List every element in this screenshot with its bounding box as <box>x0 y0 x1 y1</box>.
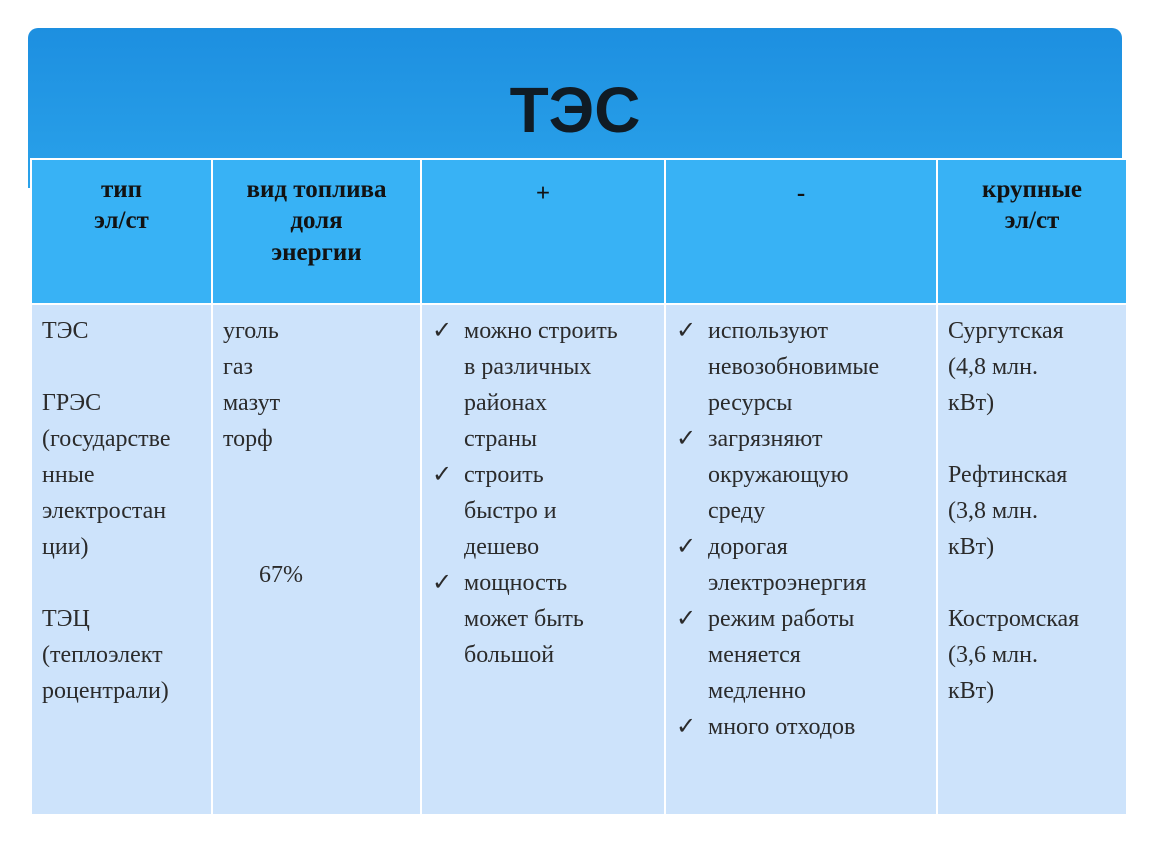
con-line: режим работы <box>708 606 855 632</box>
slide-title: ТЭС <box>509 74 641 146</box>
con-line: дорогая <box>708 534 788 560</box>
header-row <box>31 159 1127 304</box>
pro-line: быстро и <box>464 498 557 524</box>
pro-item <box>432 457 654 565</box>
plant-line: Рефтинская <box>948 462 1068 488</box>
types-cell <box>31 304 212 815</box>
header-line: вид топлива <box>246 176 387 203</box>
con-line: ресурсы <box>708 390 793 416</box>
pro-line: можно строить <box>464 318 618 344</box>
con-item <box>676 421 926 529</box>
con-line: загрязняют <box>708 426 823 452</box>
plant-line: (3,6 млн. <box>948 642 1038 668</box>
spacer <box>948 565 1116 601</box>
pro-line: строить <box>464 462 544 488</box>
con-line: меняется <box>708 642 801 668</box>
plants-cell <box>937 304 1127 815</box>
type-line: ции) <box>42 534 89 560</box>
spacer <box>42 565 201 601</box>
header-line: доля <box>290 207 343 235</box>
pros-cell <box>421 304 665 815</box>
plant-line: кВт) <box>948 534 995 560</box>
type-line: электростан <box>42 498 167 524</box>
header-fuel <box>212 159 421 304</box>
plant-line: Сургутская <box>948 318 1064 344</box>
header-line: эл/ст <box>1004 207 1060 235</box>
type-line: (государстве <box>42 426 171 452</box>
plant-line: кВт) <box>948 678 995 704</box>
pro-item <box>432 565 654 673</box>
check-icon: ✓ <box>432 318 453 344</box>
con-line: много отходов <box>708 714 856 740</box>
check-icon: ✓ <box>676 318 697 344</box>
spacer <box>42 349 201 385</box>
fuel-line: газ <box>223 354 253 380</box>
fuel-line: мазут <box>223 390 281 416</box>
con-line: среду <box>708 498 766 524</box>
header-line: крупные <box>982 176 1082 203</box>
con-item <box>676 529 926 601</box>
type-line: (теплоэлект <box>42 642 163 668</box>
spacer <box>948 421 1116 457</box>
type-line: роцентрали) <box>42 678 169 704</box>
plant-line: кВт) <box>948 390 995 416</box>
pro-line: большой <box>464 642 555 668</box>
con-line: электроэнергия <box>708 570 867 596</box>
type-line: ГРЭС <box>42 390 102 416</box>
spacer <box>223 457 410 557</box>
header-line: тип <box>100 176 143 203</box>
plant-line: Костромская <box>948 606 1080 632</box>
type-line: нные <box>42 462 95 488</box>
con-item <box>676 313 926 421</box>
check-icon: ✓ <box>676 426 697 452</box>
plant-line: (4,8 млн. <box>948 354 1038 380</box>
check-icon: ✓ <box>676 534 697 560</box>
con-line: используют <box>708 318 829 344</box>
fuel-line: торф <box>223 426 273 452</box>
header-plus: + <box>421 159 665 304</box>
header-minus: - <box>665 159 937 304</box>
pro-line: мощность <box>464 570 568 596</box>
header-type <box>31 159 212 304</box>
pro-line: районах <box>464 390 547 416</box>
pro-item <box>432 313 654 457</box>
check-icon: ✓ <box>432 462 453 488</box>
pro-line: может быть <box>464 606 584 632</box>
con-item <box>676 709 926 745</box>
content-row <box>31 304 1127 815</box>
header-line: эл/ст <box>94 207 149 235</box>
pro-line: в различных <box>464 354 592 380</box>
cons-cell <box>665 304 937 815</box>
type-line: ТЭЦ <box>42 606 90 632</box>
con-line: медленно <box>708 678 807 704</box>
con-line: окружающую <box>708 462 849 488</box>
con-item <box>676 601 926 709</box>
header-line: энергии <box>271 238 362 266</box>
plant-line: (3,8 млн. <box>948 498 1038 524</box>
tes-table <box>30 158 1128 816</box>
header-large <box>937 159 1127 304</box>
check-icon: ✓ <box>676 606 697 632</box>
check-icon: ✓ <box>432 570 453 596</box>
check-icon: ✓ <box>676 714 697 740</box>
fuel-cell <box>212 304 421 815</box>
fuel-line: уголь <box>223 318 279 344</box>
type-line: ТЭС <box>42 318 89 344</box>
energy-share: 67% <box>259 562 303 588</box>
pro-line: дешево <box>464 534 540 560</box>
con-line: невозобновимые <box>708 354 880 380</box>
pro-line: страны <box>464 426 538 452</box>
